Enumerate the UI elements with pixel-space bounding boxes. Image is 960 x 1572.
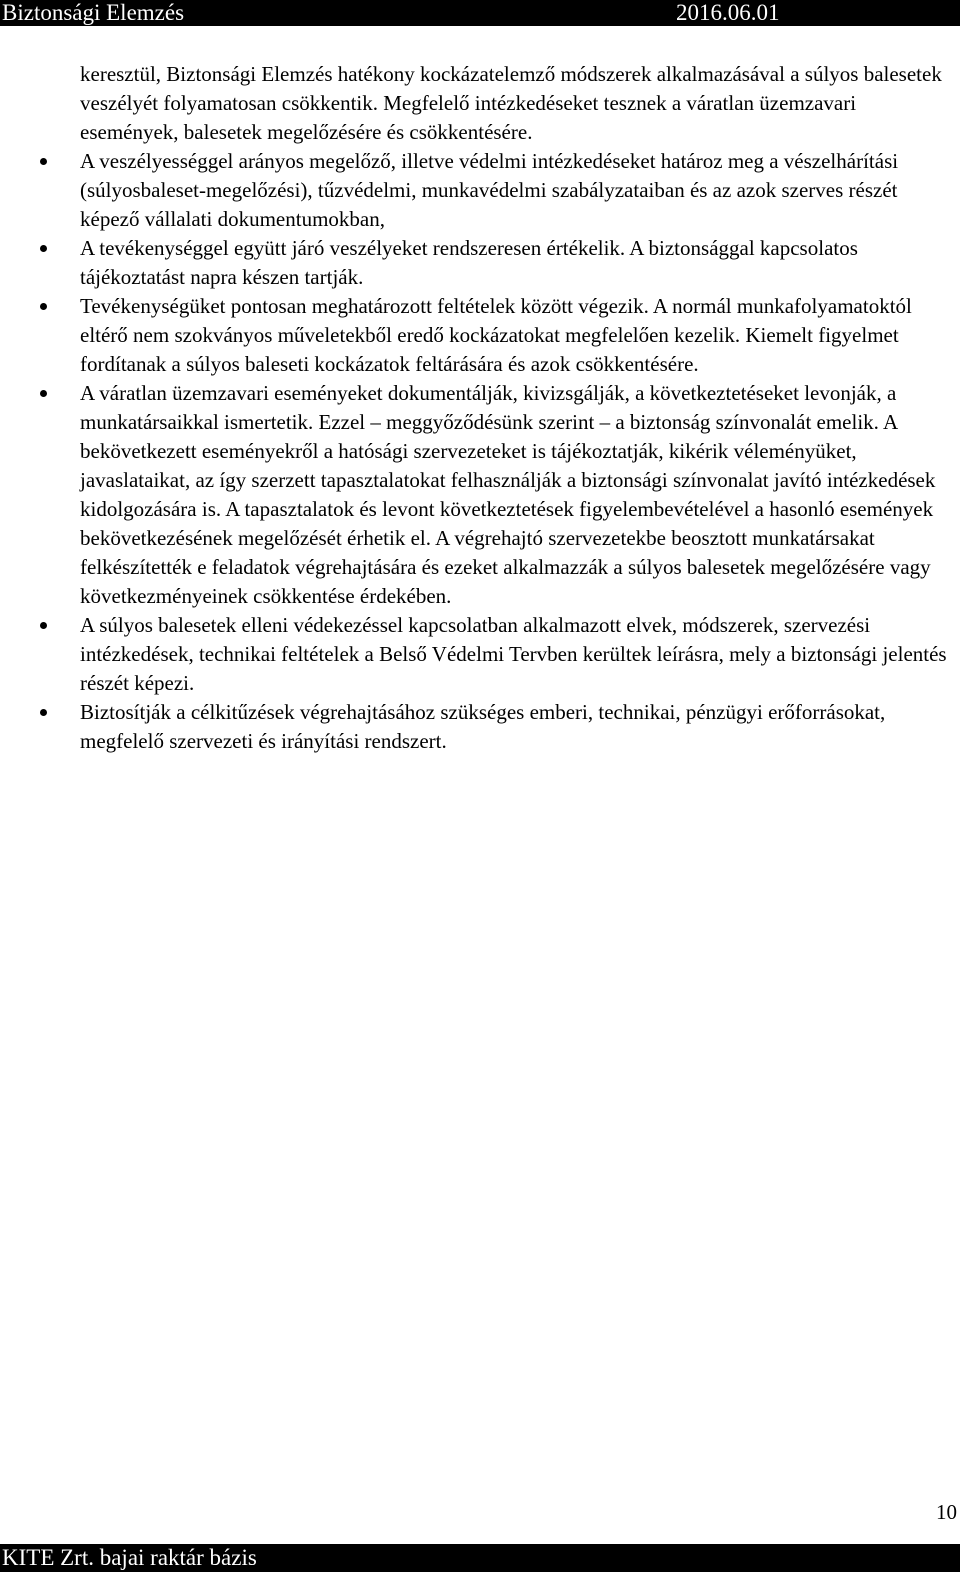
- bullet-icon: [40, 622, 47, 629]
- bullet-text: A tevékenységgel együtt járó veszélyeket rendszeresen értékelik. A biztonsággal kapcsolatos tájékoztatást napra készen tartják.: [80, 236, 858, 289]
- bullet-icon: [40, 709, 47, 716]
- bullet-item: [0, 234, 958, 292]
- page-header: [0, 0, 960, 26]
- bullet-text: A váratlan üzemzavari eseményeket dokumentálják, kivizsgálják, a következtetéseket levonják, a munkatársaikkal ismertetik. Ezzel – meggyőződésünk szerint – a biztonság színvonalát emelik. A bekövetkezett eseményekről a hatósági szervezeteket is tájékoztatják, kikérik véleményüket, javaslataikat, az így szerzett tapasztalatokat felhasználják a biztonsági színvonalat javító intézkedések kidolgozására is. A tapasztalatok és levont következtetések figyelembevételével a hasonló események bekövetkezésének megelőzését érhetik el. A végrehajtó szervezetekbe beosztott munkatársakat felkészítették e feladatok végrehajtására és ezeket alkalmazzák a súlyos balesetek megelőzésére vagy következményeinek csökkentése érdekében.: [80, 381, 936, 608]
- bullet-icon: [40, 390, 47, 397]
- bullet-text: Tevékenységüket pontosan meghatározott feltételek között végezik. A normál munkafolyamatoktól eltérő nem szokványos műveletekből eredő kockázatokat megfelelően kezelik. Kiemelt figyelmet fordítanak a súlyos baleseti kockázatok feltárására és azok csökkentésére.: [80, 294, 912, 376]
- bullet-icon: [40, 303, 47, 310]
- bullet-list: [0, 147, 960, 756]
- bullet-text: A veszélyességgel arányos megelőző, illetve védelmi intézkedéseket határoz meg a vészelhárítási (súlyosbaleset-megelőzési), tűzvédelmi, munkavédelmi szabályzataiban és az azok szerves részét képező vállalati dokumentumokban,: [80, 149, 899, 231]
- bullet-item: [0, 292, 958, 379]
- bullet-item: [0, 379, 958, 611]
- bullet-item: [0, 698, 958, 756]
- page-footer: [0, 1544, 960, 1572]
- bullet-icon: [40, 245, 47, 252]
- page-number: 10: [936, 1500, 957, 1524]
- bullet-text: Biztosítják a célkitűzések végrehajtásához szükséges emberi, technikai, pénzügyi erőforrásokat, megfelelő szervezeti és irányítási rendszert.: [80, 700, 886, 753]
- bullet-item: [0, 147, 958, 234]
- bullet-item: [0, 611, 958, 698]
- intro-paragraph: keresztül, Biztonsági Elemzés hatékony kockázatelemző módszerek alkalmazásával a súlyos balesetek veszélyét folyamatosan csökkentik. Megfelelő intézkedéseket tesznek a váratlan üzemzavari események, balesetek megelőzésére és csökkentésére.: [80, 62, 942, 144]
- bullet-icon: [40, 158, 47, 165]
- header-date: 2016.06.01: [676, 0, 780, 25]
- footer-text: KITE Zrt. bajai raktár bázis: [2, 1545, 257, 1570]
- bullet-text: A súlyos balesetek elleni védekezéssel kapcsolatban alkalmazott elvek, módszerek, szervezési intézkedések, technikai feltételek a Belső Védelmi Tervben kerültek leírásra, mely a biztonsági jelentés részét képezi.: [80, 613, 947, 695]
- header-title: Biztonsági Elemzés: [2, 0, 185, 25]
